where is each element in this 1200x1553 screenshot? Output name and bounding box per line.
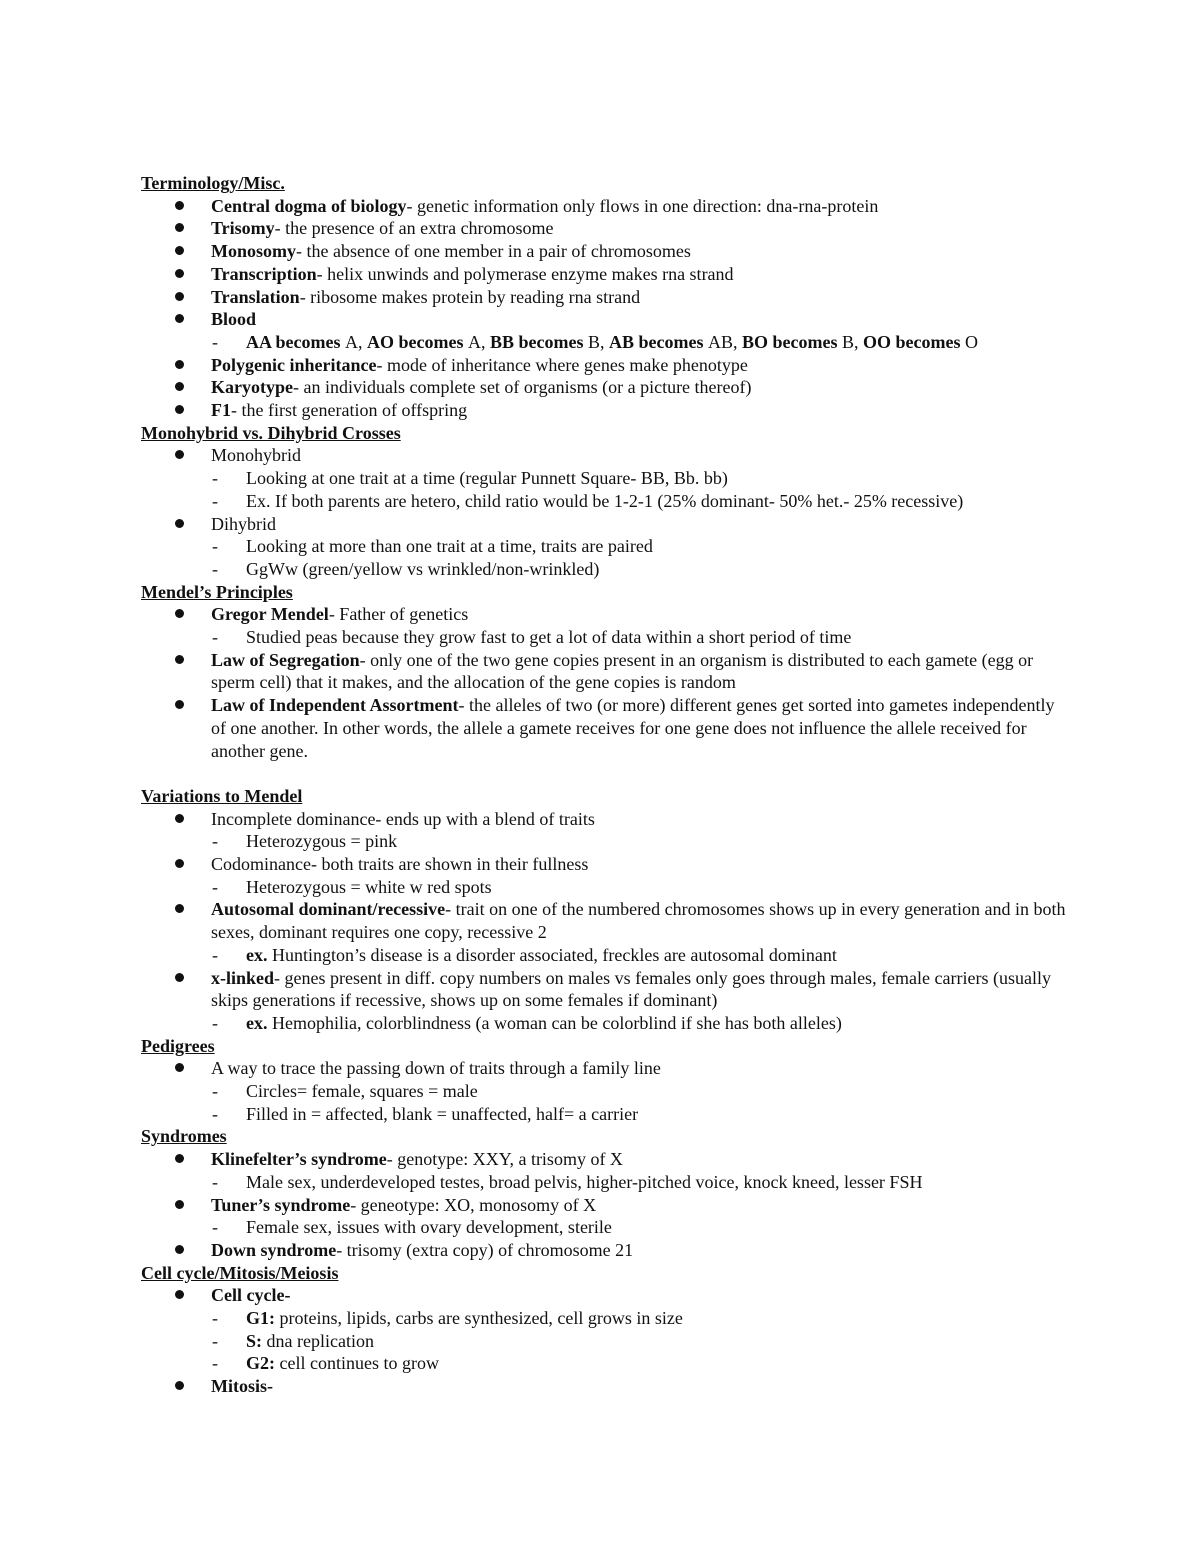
dash-marker: - xyxy=(212,1217,218,1238)
dash-marker: - xyxy=(212,490,218,511)
blood-segment: A, xyxy=(344,331,367,352)
sub-text: Female sex, issues with ovary development, sterile xyxy=(246,1217,612,1238)
bullet-item xyxy=(141,898,1071,943)
sub-text: Circles= female, squares = male xyxy=(246,1081,478,1102)
bullet-icon xyxy=(175,1063,184,1072)
blank-line xyxy=(141,762,1071,785)
bullet-icon xyxy=(175,360,184,369)
term: Karyotype xyxy=(211,377,293,398)
bullet-item xyxy=(141,603,1071,626)
sub-item xyxy=(141,1171,1071,1194)
item-text: Incomplete dominance- ends up with a blend of traits xyxy=(211,808,595,829)
bullet-icon xyxy=(175,700,184,709)
sub-text: Huntington’s disease is a disorder associated, freckles are autosomal dominant xyxy=(267,944,837,965)
item-text: Monohybrid xyxy=(211,445,301,466)
bullet-icon xyxy=(175,382,184,391)
bullet-icon xyxy=(175,814,184,823)
bullet-item xyxy=(141,217,1071,240)
bullet-item xyxy=(141,1239,1071,1262)
bullet-icon xyxy=(175,246,184,255)
blood-segment: B, xyxy=(841,331,863,352)
dash-marker: - xyxy=(212,558,218,579)
sub-item xyxy=(141,1216,1071,1239)
sub-term: S: xyxy=(246,1330,263,1351)
blood-segment: AA becomes xyxy=(246,331,345,352)
dash-marker: - xyxy=(212,331,218,352)
blood-segment: BO becomes xyxy=(741,331,842,352)
term: Trisomy xyxy=(211,218,275,239)
bullet-item xyxy=(141,649,1071,694)
term: Cell cycle- xyxy=(211,1285,291,1306)
bullet-item xyxy=(141,376,1071,399)
sub-item xyxy=(141,626,1071,649)
bullet-icon xyxy=(175,269,184,278)
bullet-icon xyxy=(175,223,184,232)
sub-item xyxy=(141,1080,1071,1103)
sub-text: proteins, lipids, carbs are synthesized, cell grows in size xyxy=(275,1308,683,1329)
term: F1 xyxy=(211,400,231,421)
item-text: - genetic information only flows in one direction: dna-rna-protein xyxy=(406,195,879,216)
bullet-icon xyxy=(175,1290,184,1299)
sub-text: Looking at more than one trait at a time, traits are paired xyxy=(246,536,653,557)
blood-segment: AB becomes xyxy=(608,331,708,352)
term: Law of Independent Assortment xyxy=(211,695,459,716)
term: Law of Segregation xyxy=(211,649,360,670)
bullet-icon xyxy=(175,1245,184,1254)
bullet-icon xyxy=(175,201,184,210)
bullet-icon xyxy=(175,904,184,913)
bullet-icon xyxy=(175,609,184,618)
sub-item xyxy=(141,535,1071,558)
sub-text: GgWw (green/yellow vs wrinkled/non-wrinkled) xyxy=(246,558,600,579)
bullet-icon xyxy=(175,1200,184,1209)
bullet-icon xyxy=(175,859,184,868)
item-text: - Father of genetics xyxy=(328,604,469,625)
bullet-icon xyxy=(175,1381,184,1390)
term: Klinefelter’s syndrome xyxy=(211,1149,387,1170)
bullet-icon xyxy=(175,314,184,323)
section-heading: Mendel’s Principles xyxy=(141,581,293,602)
section-heading: Variations to Mendel xyxy=(141,785,303,806)
item-text: Codominance- both traits are shown in their fullness xyxy=(211,854,589,875)
item-text: - geneotype: XO, monosomy of X xyxy=(350,1194,597,1215)
dash-marker: - xyxy=(212,627,218,648)
dash-marker: - xyxy=(212,1308,218,1329)
item-text: - the alleles of two (or more) different genes get sorted into gametes independently of one another. In other words, the allele a gamete receives for one gene does not influence the allele received for another gene. xyxy=(211,695,1055,761)
sub-item xyxy=(141,1307,1071,1330)
section-heading: Monohybrid vs. Dihybrid Crosses xyxy=(141,422,401,443)
term: Autosomal dominant/recessive xyxy=(211,899,446,920)
sub-item xyxy=(141,1330,1071,1353)
section-heading: Terminology/Misc. xyxy=(141,173,285,193)
term: Transcription xyxy=(211,263,317,284)
term: Tuner’s syndrome xyxy=(211,1194,351,1215)
sub-item xyxy=(141,558,1071,581)
sub-text: dna replication xyxy=(262,1330,374,1351)
bullet-item xyxy=(141,308,1071,331)
bullet-item xyxy=(141,853,1071,876)
sub-item xyxy=(141,331,1071,354)
bullet-item xyxy=(141,967,1071,1012)
bullet-item xyxy=(141,808,1071,831)
item-text: A way to trace the passing down of traits through a family line xyxy=(211,1058,661,1079)
term: Blood xyxy=(211,309,257,330)
bullet-item xyxy=(141,354,1071,377)
dash-marker: - xyxy=(212,831,218,852)
sub-term: G2: xyxy=(246,1353,275,1374)
blood-segment: AO becomes xyxy=(366,331,468,352)
dash-marker: - xyxy=(212,468,218,489)
item-text: - genotype: XXY, a trisomy of X xyxy=(386,1149,623,1170)
bullet-item xyxy=(141,694,1071,762)
bullet-item xyxy=(141,195,1071,218)
section-heading: Syndromes xyxy=(141,1126,227,1147)
bullet-icon xyxy=(175,292,184,301)
bullet-item xyxy=(141,263,1071,286)
bullet-item xyxy=(141,1375,1071,1398)
bullet-item xyxy=(141,240,1071,263)
sub-text: Ex. If both parents are hetero, child ratio would be 1-2-1 (25% dominant- 50% het.- 25% recessive) xyxy=(246,490,964,511)
item-text: - trait on one of the numbered chromosomes shows up in every generation and in both sexes, dominant requires one copy, recessive 2 xyxy=(211,899,1066,943)
bullet-icon xyxy=(175,405,184,414)
dash-marker: - xyxy=(212,1081,218,1102)
dash-marker: - xyxy=(212,944,218,965)
term: x-linked xyxy=(211,967,275,988)
dash-marker: - xyxy=(212,536,218,557)
notes-content xyxy=(141,172,1071,1398)
term: Gregor Mendel xyxy=(211,604,329,625)
bullet-item xyxy=(141,1194,1071,1217)
bullet-item xyxy=(141,513,1071,536)
bullet-icon xyxy=(175,973,184,982)
dash-marker: - xyxy=(212,1353,218,1374)
sub-item xyxy=(141,944,1071,967)
dash-marker: - xyxy=(212,1012,218,1033)
sub-text: Hemophilia, colorblindness (a woman can be colorblind if she has both alleles) xyxy=(267,1012,842,1033)
bullet-item xyxy=(141,286,1071,309)
bullet-item xyxy=(141,399,1071,422)
bullet-icon xyxy=(175,519,184,528)
item-text: - ribosome makes protein by reading rna strand xyxy=(299,286,641,307)
blood-segment: AB, xyxy=(707,331,742,352)
section-heading: Cell cycle/Mitosis/Meiosis xyxy=(141,1262,339,1283)
bullet-item xyxy=(141,1057,1071,1080)
sub-item xyxy=(141,1352,1071,1375)
sub-text: Heterozygous = pink xyxy=(246,831,398,852)
sub-text: Looking at one trait at a time (regular Punnett Square- BB, Bb. bb) xyxy=(246,468,728,489)
sub-term: G1: xyxy=(246,1308,275,1329)
blood-segment: BB becomes xyxy=(489,331,588,352)
sub-item xyxy=(141,1012,1071,1035)
section-heading: Pedigrees xyxy=(141,1035,215,1056)
item-text: - genes present in diff. copy numbers on males vs females only goes through males, female carriers (usually skips generations if recessive, shows up on some females if dominant) xyxy=(211,967,1051,1011)
sub-item xyxy=(141,467,1071,490)
dash-marker: - xyxy=(212,1330,218,1351)
term: Down syndrome xyxy=(211,1239,337,1260)
item-text: - trisomy (extra copy) of chromosome 21 xyxy=(336,1239,634,1260)
term: Monosomy xyxy=(211,241,296,262)
item-text: - the absence of one member in a pair of chromosomes xyxy=(296,241,691,262)
item-text: - an individuals complete set of organisms (or a picture thereof) xyxy=(292,377,752,398)
sub-text: cell continues to grow xyxy=(275,1353,439,1374)
bullet-item xyxy=(141,1148,1071,1171)
bullet-icon xyxy=(175,450,184,459)
sub-item xyxy=(141,830,1071,853)
sub-item xyxy=(141,1103,1071,1126)
term: Translation xyxy=(211,286,300,307)
item-text: - the presence of an extra chromosome xyxy=(274,218,554,239)
dash-marker: - xyxy=(212,1103,218,1124)
dash-marker: - xyxy=(212,1171,218,1192)
sub-item xyxy=(141,490,1071,513)
item-text: - mode of inheritance where genes make phenotype xyxy=(376,354,748,375)
bullet-item xyxy=(141,444,1071,467)
blood-segment: OO becomes xyxy=(862,331,965,352)
term: Mitosis- xyxy=(211,1376,273,1397)
sub-text: Filled in = affected, blank = unaffected, half= a carrier xyxy=(246,1103,639,1124)
item-text: - helix unwinds and polymerase enzyme makes rna strand xyxy=(316,263,734,284)
blood-segment: A, xyxy=(467,331,490,352)
sub-term: ex. xyxy=(246,1012,268,1033)
sub-term: ex. xyxy=(246,944,268,965)
blood-segment: B, xyxy=(587,331,609,352)
sub-text: Studied peas because they grow fast to get a lot of data within a short period of time xyxy=(246,627,852,648)
term: Polygenic inheritance xyxy=(211,354,377,375)
term: Central dogma of biology xyxy=(211,195,407,216)
sub-text: Male sex, underdeveloped testes, broad pelvis, higher-pitched voice, knock kneed, lesser FSH xyxy=(246,1171,923,1192)
item-text: - the first generation of offspring xyxy=(231,400,468,421)
item-text: - only one of the two gene copies present in an organism is distributed to each gamete (egg or sperm cell) that it makes, and the allocation of the gene copies is random xyxy=(211,649,1034,693)
bullet-icon xyxy=(175,1154,184,1163)
item-text: Dihybrid xyxy=(211,513,276,534)
blood-segment: O xyxy=(964,331,978,352)
bullet-item xyxy=(141,1284,1071,1307)
sub-item xyxy=(141,876,1071,899)
dash-marker: - xyxy=(212,876,218,897)
sub-text: Heterozygous = white w red spots xyxy=(246,876,492,897)
bullet-icon xyxy=(175,655,184,664)
